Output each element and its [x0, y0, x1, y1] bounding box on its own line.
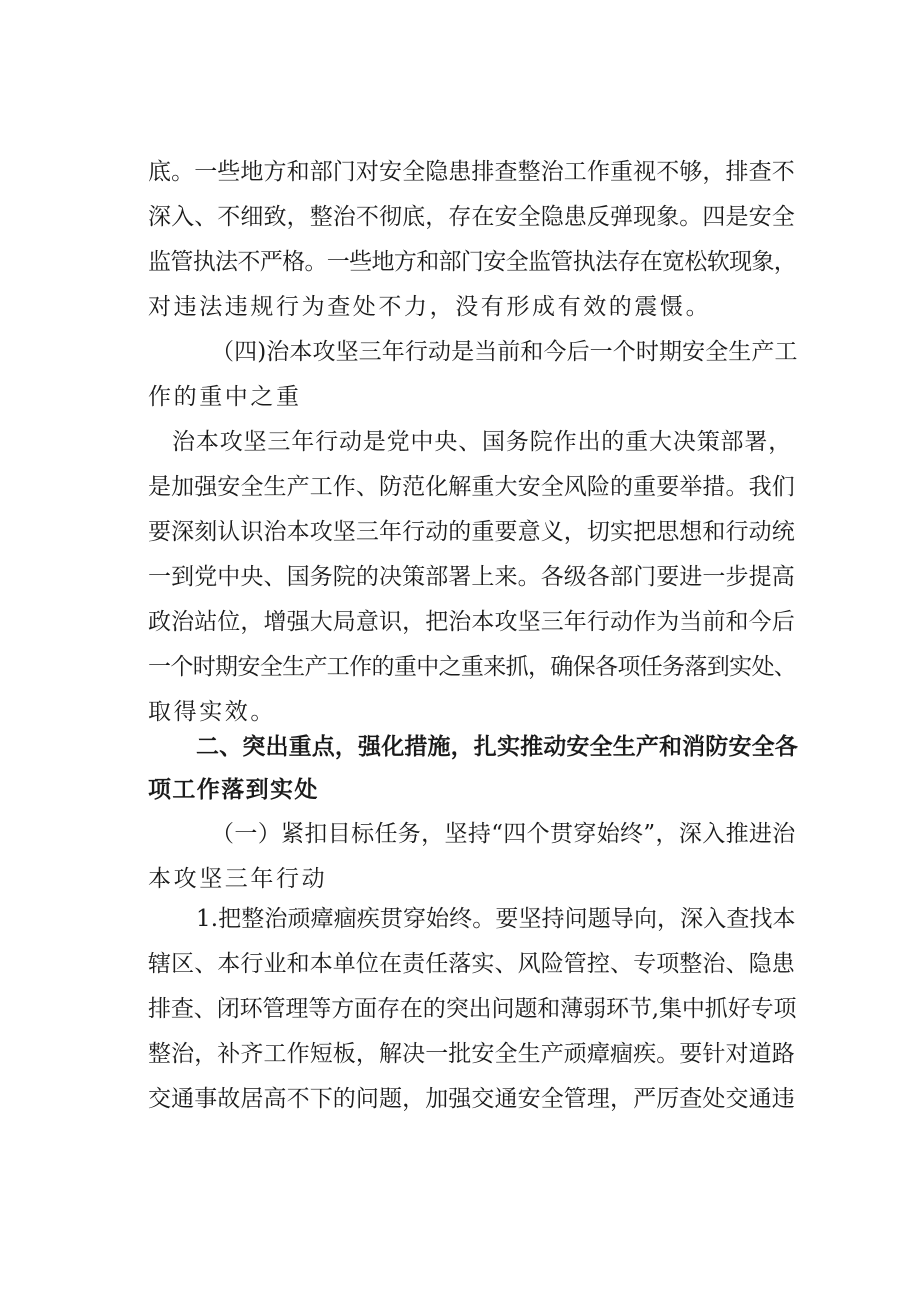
- text-line: 取得实效。: [148, 699, 276, 725]
- text-line: 1.把整治顽瘴痼疾贯穿始终。要坚持问题导向，深入查找本: [196, 906, 796, 932]
- text-line: （四)治本攻坚三年行动是当前和今后一个时期安全生产工: [211, 339, 798, 365]
- text-line: 一个时期安全生产工作的重中之重来抓，确保各项任务落到实处、: [148, 654, 797, 680]
- text-line: （一）紧扣目标任务，坚持“四个贯穿始终”，深入推进治: [211, 821, 796, 847]
- text-line: 底。一些地方和部门对安全隐患排查整治工作重视不够，排查不: [148, 159, 795, 185]
- text-line: 治本攻坚三年行动是党中央、国务院作出的重大决策部署，: [172, 429, 793, 455]
- text-line: 对违法违规行为查处不力，没有形成有效的震慑。: [148, 294, 712, 320]
- text-line: 二、突出重点，强化措施，扎实推动安全生产和消防安全各: [196, 734, 798, 760]
- text-line: 监管执法不严格。一些地方和部门安全监管执法存在宽松软现象，: [148, 249, 797, 275]
- text-line: 一到党中央、国务院的决策部署上来。各级各部门要进一步提高: [148, 564, 795, 590]
- text-line: 要深刻认识治本攻坚三年行动的重要意义，切实把思想和行动统: [148, 519, 795, 545]
- text-line: 本攻坚三年行动: [148, 866, 328, 892]
- text-line: 是加强安全生产工作、防范化解重大安全风险的重要举措。我们: [148, 474, 795, 500]
- text-line: 作的重中之重: [148, 384, 302, 410]
- text-line: 交通事故居高不下的问题，加强交通安全管理，严厉查处交通违: [148, 1086, 795, 1112]
- text-line: 深入、不细致，整治不彻底，存在安全隐患反弹现象。四是安全: [148, 204, 795, 230]
- text-line: 整治，补齐工作短板，解决一批安全生产顽瘴痼疾。要针对道路: [148, 1041, 795, 1067]
- text-line: 排查、闭环管理等方面存在的突出问题和薄弱环节,集中抓好专项: [148, 996, 797, 1022]
- text-line: 项工作落到实处: [148, 777, 319, 803]
- text-line: 政治站位，增强大局意识，把治本攻坚三年行动作为当前和今后: [148, 609, 795, 635]
- text-line: 辖区、本行业和本单位在责任落实、风险管控、专项整治、隐患: [148, 951, 795, 977]
